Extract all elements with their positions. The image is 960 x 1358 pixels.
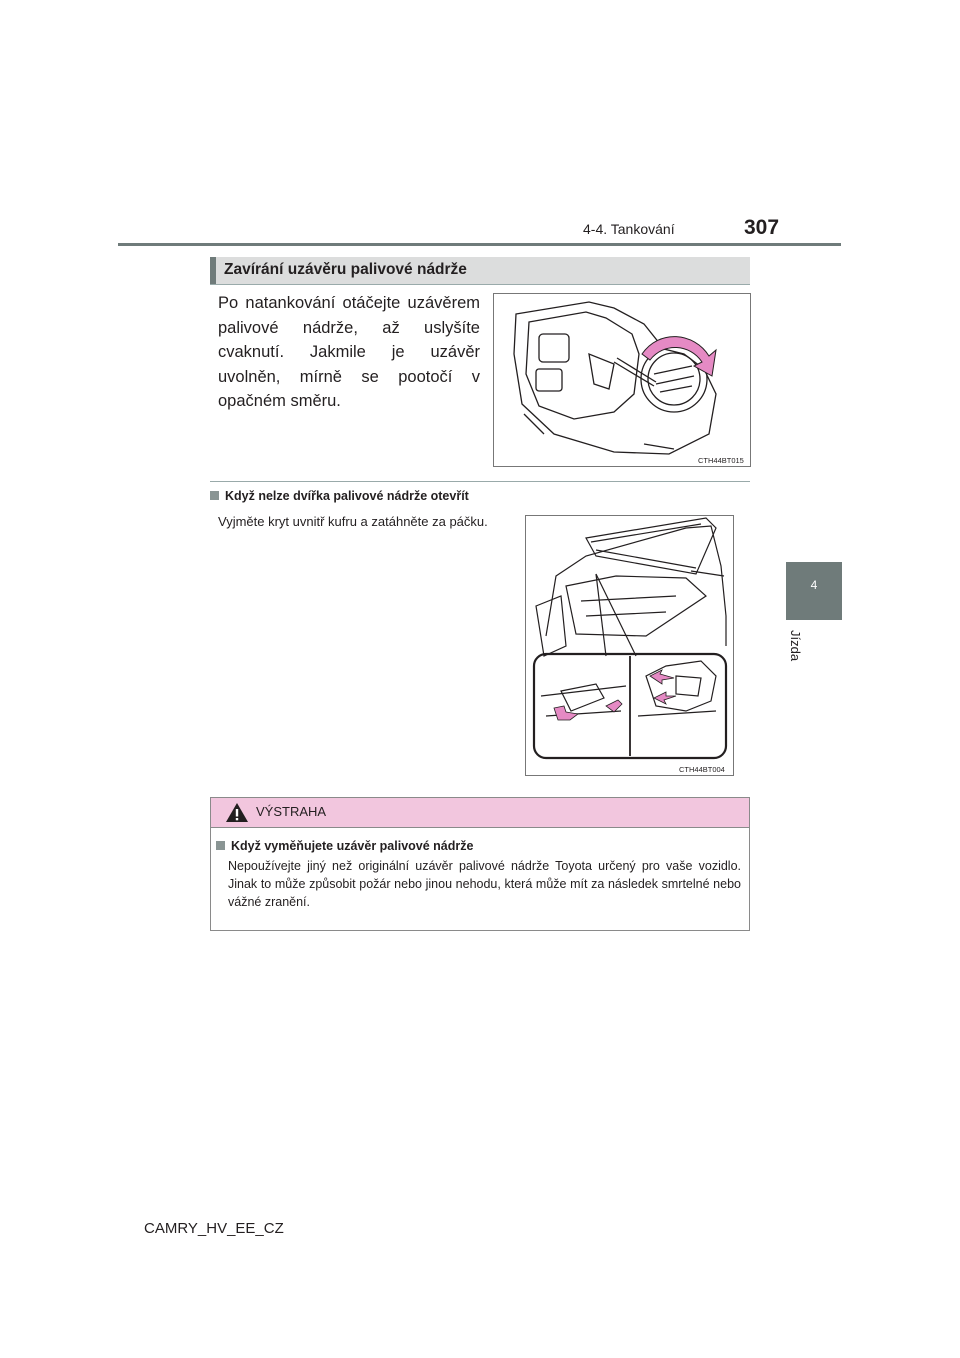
section-heading-bar <box>210 257 216 284</box>
subsection-rule <box>210 481 750 482</box>
warning-text: Nepoužívejte jiný než originální uzávěr palivové nádrže Toyota určený pro vaše vozidlo. Jinak to může způsobit požár nebo jinou nehodu, která může mít za následek smrtelné nebo vážné zranění. <box>228 859 741 909</box>
warning-header <box>211 798 749 828</box>
section-rule <box>210 284 750 285</box>
square-bullet-icon <box>210 491 219 500</box>
fuel-cap-illustration <box>494 294 750 466</box>
warning-triangle-icon <box>225 802 249 823</box>
page-number: 307 <box>744 216 780 239</box>
warning-subtitle-row <box>216 839 473 853</box>
warning-title: VÝSTRAHA <box>256 804 327 819</box>
trunk-lever-figure <box>525 515 734 776</box>
lever-arrow-2-icon <box>654 692 676 704</box>
figure-code: CTH44BT015 <box>698 456 744 465</box>
pull-arrow-icon <box>554 706 578 720</box>
warning-box <box>210 797 750 931</box>
subsection-title: Když nelze dvířka palivové nádrže otevřít <box>225 489 469 503</box>
push-arrow-icon <box>606 700 622 712</box>
header-rule <box>118 243 841 246</box>
figure-code: CTH44BT004 <box>679 765 725 774</box>
section-title: Zavírání uzávěru palivové nádrže <box>224 261 467 278</box>
rotate-arrow-icon <box>642 337 716 376</box>
chapter-tab: 4 <box>786 562 842 620</box>
subsection-paragraph: Vyjměte kryt uvnitř kufru a zatáhněte za páčku. <box>218 514 488 529</box>
subsection-heading <box>210 489 469 503</box>
header-section: 4-4. Tankování <box>583 221 675 237</box>
chapter-label: Jízda <box>788 630 803 662</box>
square-bullet-icon <box>216 841 225 850</box>
section-paragraph: Po natankování otáčejte uzávěrem palivové nádrže, až uslyšíte cvaknutí. Jakmile je uzávěr uvolněn, mírně se pootočí v opačném směru. <box>218 294 480 410</box>
document-code: CAMRY_HV_EE_CZ <box>144 1220 284 1237</box>
fuel-cap-figure <box>493 293 751 467</box>
trunk-lever-illustration <box>526 516 733 775</box>
section-heading <box>210 257 750 284</box>
warning-subtitle: Když vyměňujete uzávěr palivové nádrže <box>231 839 474 853</box>
